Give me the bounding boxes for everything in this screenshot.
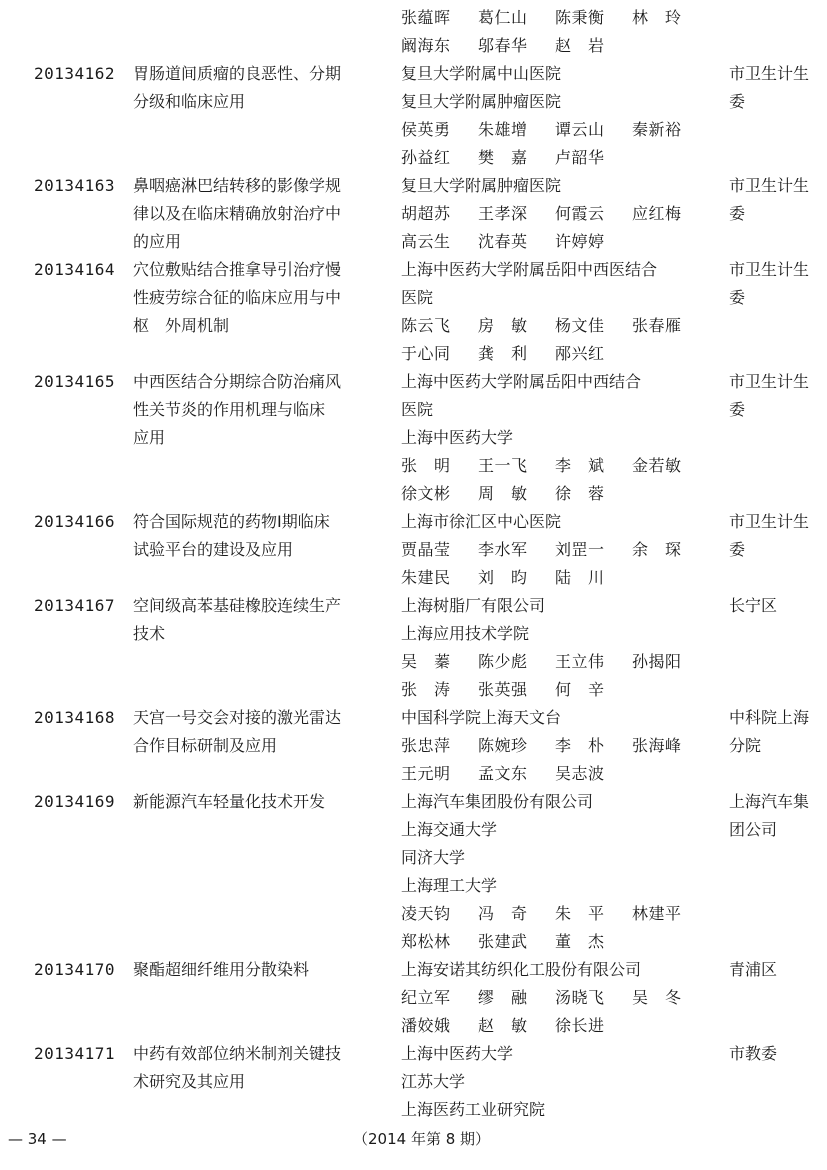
unit-name: 江苏大学 [401,1072,466,1091]
project-number [34,508,124,536]
people-line [401,732,721,760]
title-line: 聚酯超细纤维用分散染料 [133,960,310,979]
person-name: 张建武 [478,932,528,951]
dept-line: 委 [729,92,746,111]
project-number-text: 20134166 [34,512,116,531]
person-name: 杨文佳 [555,316,605,335]
project-number [34,788,124,816]
dept-line: 市卫生计生 [729,372,810,391]
units-and-people [401,508,721,592]
project-title [133,1040,388,1096]
person-name: 何 辛 [555,680,605,699]
dept-line: 委 [729,204,746,223]
person-name: 赵 敏 [478,1016,528,1035]
project-title [133,788,388,816]
person-name: 王元明 [401,764,451,783]
project-number-text: 20134168 [34,708,116,727]
unit-name: 上海市徐汇区中心医院 [401,512,562,531]
unit-name: 上海汽车集团股份有限公司 [401,792,594,811]
unit-name: 上海交通大学 [401,820,498,839]
person-name: 缪 融 [478,988,528,1007]
dept-line: 委 [729,288,746,307]
person-name: 房 敏 [478,316,528,335]
title-line: 性关节炎的作用机理与临床 [133,400,326,419]
person-name: 徐文彬 [401,484,451,503]
person-name: 金若敏 [632,456,682,475]
title-line: 应用 [133,428,166,447]
person-name: 秦新裕 [632,120,682,139]
project-title [133,60,388,116]
person-name: 陈婉珍 [478,736,528,755]
person-name: 张 涛 [401,680,451,699]
person-name: 邴兴红 [555,344,605,363]
person-name: 侯英勇 [401,120,451,139]
recommending-dept [729,592,825,620]
unit-name: 上海中医药大学 [401,1044,514,1063]
person-name: 王立伟 [555,652,605,671]
people-line [401,4,721,32]
project-number [34,172,124,200]
title-line: 律以及在临床精确放射治疗中 [133,204,342,223]
recommending-dept [729,368,825,424]
project-title [133,256,388,340]
title-line: 新能源汽车轻量化技术开发 [133,792,326,811]
dept-line: 市卫生计生 [729,260,810,279]
unit-name: 医院 [401,400,434,419]
person-name: 阚海东 [401,36,451,55]
project-number-text: 20134165 [34,372,116,391]
issue-label: （2014 年第 8 期） [353,1130,491,1148]
person-name: 凌天钧 [401,904,451,923]
person-name: 刘罡一 [555,540,605,559]
unit-name: 中国科学院上海天文台 [401,708,562,727]
people-line [401,144,721,172]
project-number-text: 20134169 [34,792,116,811]
person-name: 孙益红 [401,148,451,167]
title-line: 分级和临床应用 [133,92,246,111]
dept-line: 团公司 [729,820,778,839]
unit-name: 上海中医药大学附属岳阳中西结合 [401,372,642,391]
recommending-dept [729,60,825,116]
person-name: 张海峰 [632,736,682,755]
person-name: 葛仁山 [478,8,528,27]
person-name: 林 玲 [632,8,682,27]
title-line: 技术 [133,624,166,643]
people-line [401,1012,721,1040]
unit-name: 复旦大学附属肿瘤医院 [401,176,562,195]
units-and-people [401,592,721,704]
title-line: 空间级高苯基硅橡胶连续生产 [133,596,342,615]
dept-line: 长宁区 [729,596,778,615]
unit-name: 复旦大学附属中山医院 [401,64,562,83]
title-line: 穴位敷贴结合推拿导引治疗慢 [133,260,342,279]
title-line: 鼻咽癌淋巴结转移的影像学规 [133,176,342,195]
person-name: 张忠萍 [401,736,451,755]
dept-line: 分院 [729,736,762,755]
people-line [401,32,721,60]
person-name: 王一飞 [478,456,528,475]
person-name: 李 朴 [555,736,605,755]
person-name: 张春雁 [632,316,682,335]
project-title [133,592,388,648]
project-number [34,956,124,984]
person-name: 龚 利 [478,344,528,363]
units-and-people [401,60,721,172]
person-name: 胡超苏 [401,204,451,223]
project-title [133,172,388,256]
person-name: 吴 蓁 [401,652,451,671]
person-name: 卢韶华 [555,148,605,167]
title-line: 的应用 [133,232,182,251]
person-name: 张蕴晖 [401,8,451,27]
recommending-dept [729,956,825,984]
person-name: 邬春华 [478,36,528,55]
person-name: 李 斌 [555,456,605,475]
person-name: 张 明 [401,456,451,475]
title-line: 符合国际规范的药物Ⅰ期临床 [133,512,330,531]
person-name: 朱雄增 [478,120,528,139]
people-line [401,928,721,956]
people-line [401,984,721,1012]
people-line [401,452,721,480]
project-title [133,704,388,760]
title-line: 枢 外周机制 [133,316,230,335]
recommending-dept [729,256,825,312]
people-line [401,312,721,340]
dept-line: 中科院上海 [729,708,810,727]
project-number [34,592,124,620]
dept-line: 市卫生计生 [729,176,810,195]
dept-line: 市卫生计生 [729,64,810,83]
unit-name: 上海理工大学 [401,876,498,895]
person-name: 董 杰 [555,932,605,951]
unit-name: 上海树脂厂有限公司 [401,596,546,615]
project-number-text: 20134163 [34,176,116,195]
dept-line: 市卫生计生 [729,512,810,531]
person-name: 刘 昀 [478,568,528,587]
people-line [401,116,721,144]
person-name: 周 敏 [478,484,528,503]
people-line [401,900,721,928]
dept-line: 市教委 [729,1044,778,1063]
person-name: 应红梅 [632,204,682,223]
recommending-dept [729,1040,825,1068]
page-footer [0,1128,827,1150]
person-name: 孟文东 [478,764,528,783]
unit-name: 上海应用技术学院 [401,624,530,643]
people-cell [401,4,721,60]
person-name: 余 琛 [632,540,682,559]
project-number-text: 20134162 [34,64,116,83]
project-number-text: 20134171 [34,1044,116,1063]
person-name: 赵 岩 [555,36,605,55]
units-and-people [401,1040,721,1124]
person-name: 孙揭阳 [632,652,682,671]
person-name: 许婷婷 [555,232,605,251]
person-name: 吴 冬 [632,988,682,1007]
recommending-dept [729,704,825,760]
person-name: 谭云山 [555,120,605,139]
people-line [401,536,721,564]
person-name: 徐长进 [555,1016,605,1035]
project-title [133,956,388,984]
project-title [133,368,388,452]
page-number: — 34 — [8,1130,67,1148]
people-line [401,648,721,676]
person-name: 朱 平 [555,904,605,923]
person-name: 于心同 [401,344,451,363]
project-number [34,368,124,396]
unit-name: 上海医药工业研究院 [401,1100,546,1119]
person-name: 陈少彪 [478,652,528,671]
people-line [401,760,721,788]
title-line: 合作目标研制及应用 [133,736,278,755]
people-line [401,340,721,368]
unit-name: 医院 [401,288,434,307]
title-line: 试验平台的建设及应用 [133,540,294,559]
person-name: 林建平 [632,904,682,923]
person-name: 张英强 [478,680,528,699]
unit-name: 复旦大学附属肿瘤医院 [401,92,562,111]
dept-line: 委 [729,540,746,559]
recommending-dept [729,508,825,564]
title-line: 性疲劳综合征的临床应用与中 [133,288,342,307]
units-and-people [401,956,721,1040]
dept-line: 上海汽车集 [729,792,810,811]
unit-name: 上海中医药大学 [401,428,514,447]
title-line: 天宫一号交会对接的激光雷达 [133,708,342,727]
person-name: 沈春英 [478,232,528,251]
people-line [401,200,721,228]
units-and-people [401,704,721,788]
project-number-text: 20134164 [34,260,116,279]
dept-line: 青浦区 [729,960,778,979]
units-and-people [401,788,721,956]
dept-line: 委 [729,400,746,419]
units-and-people [401,368,721,508]
person-name: 樊 嘉 [478,148,528,167]
unit-name: 上海安诺其纺织化工股份有限公司 [401,960,642,979]
person-name: 陈云飞 [401,316,451,335]
title-line: 胃肠道间质瘤的良恶性、分期 [133,64,342,83]
title-line: 中西医结合分期综合防治痛风 [133,372,342,391]
person-name: 潘姣娥 [401,1016,451,1035]
project-number [34,60,124,88]
project-number [34,1040,124,1068]
person-name: 郑松林 [401,932,451,951]
person-name: 徐 蓉 [555,484,605,503]
person-name: 汤晓飞 [555,988,605,1007]
unit-name: 同济大学 [401,848,466,867]
people-line [401,676,721,704]
title-line: 中药有效部位纳米制剂关键技 [133,1044,342,1063]
person-name: 贾晶莹 [401,540,451,559]
person-name: 何霞云 [555,204,605,223]
units-and-people [401,172,721,256]
recommending-dept [729,172,825,228]
people-line [401,564,721,592]
people-line [401,228,721,256]
project-number [34,256,124,284]
person-name: 冯 奇 [478,904,528,923]
title-line: 术研究及其应用 [133,1072,246,1091]
person-name: 吴志波 [555,764,605,783]
person-name: 纪立军 [401,988,451,1007]
person-name: 李水军 [478,540,528,559]
person-name: 陆 川 [555,568,605,587]
person-name: 王孝深 [478,204,528,223]
person-name: 陈秉衡 [555,8,605,27]
project-number [34,704,124,732]
project-number-text: 20134170 [34,960,116,979]
project-number-text: 20134167 [34,596,116,615]
people-line [401,480,721,508]
unit-name: 上海中医药大学附属岳阳中西医结合 [401,260,658,279]
project-title [133,508,388,564]
person-name: 朱建民 [401,568,451,587]
units-and-people [401,256,721,368]
person-name: 高云生 [401,232,451,251]
recommending-dept [729,788,825,844]
